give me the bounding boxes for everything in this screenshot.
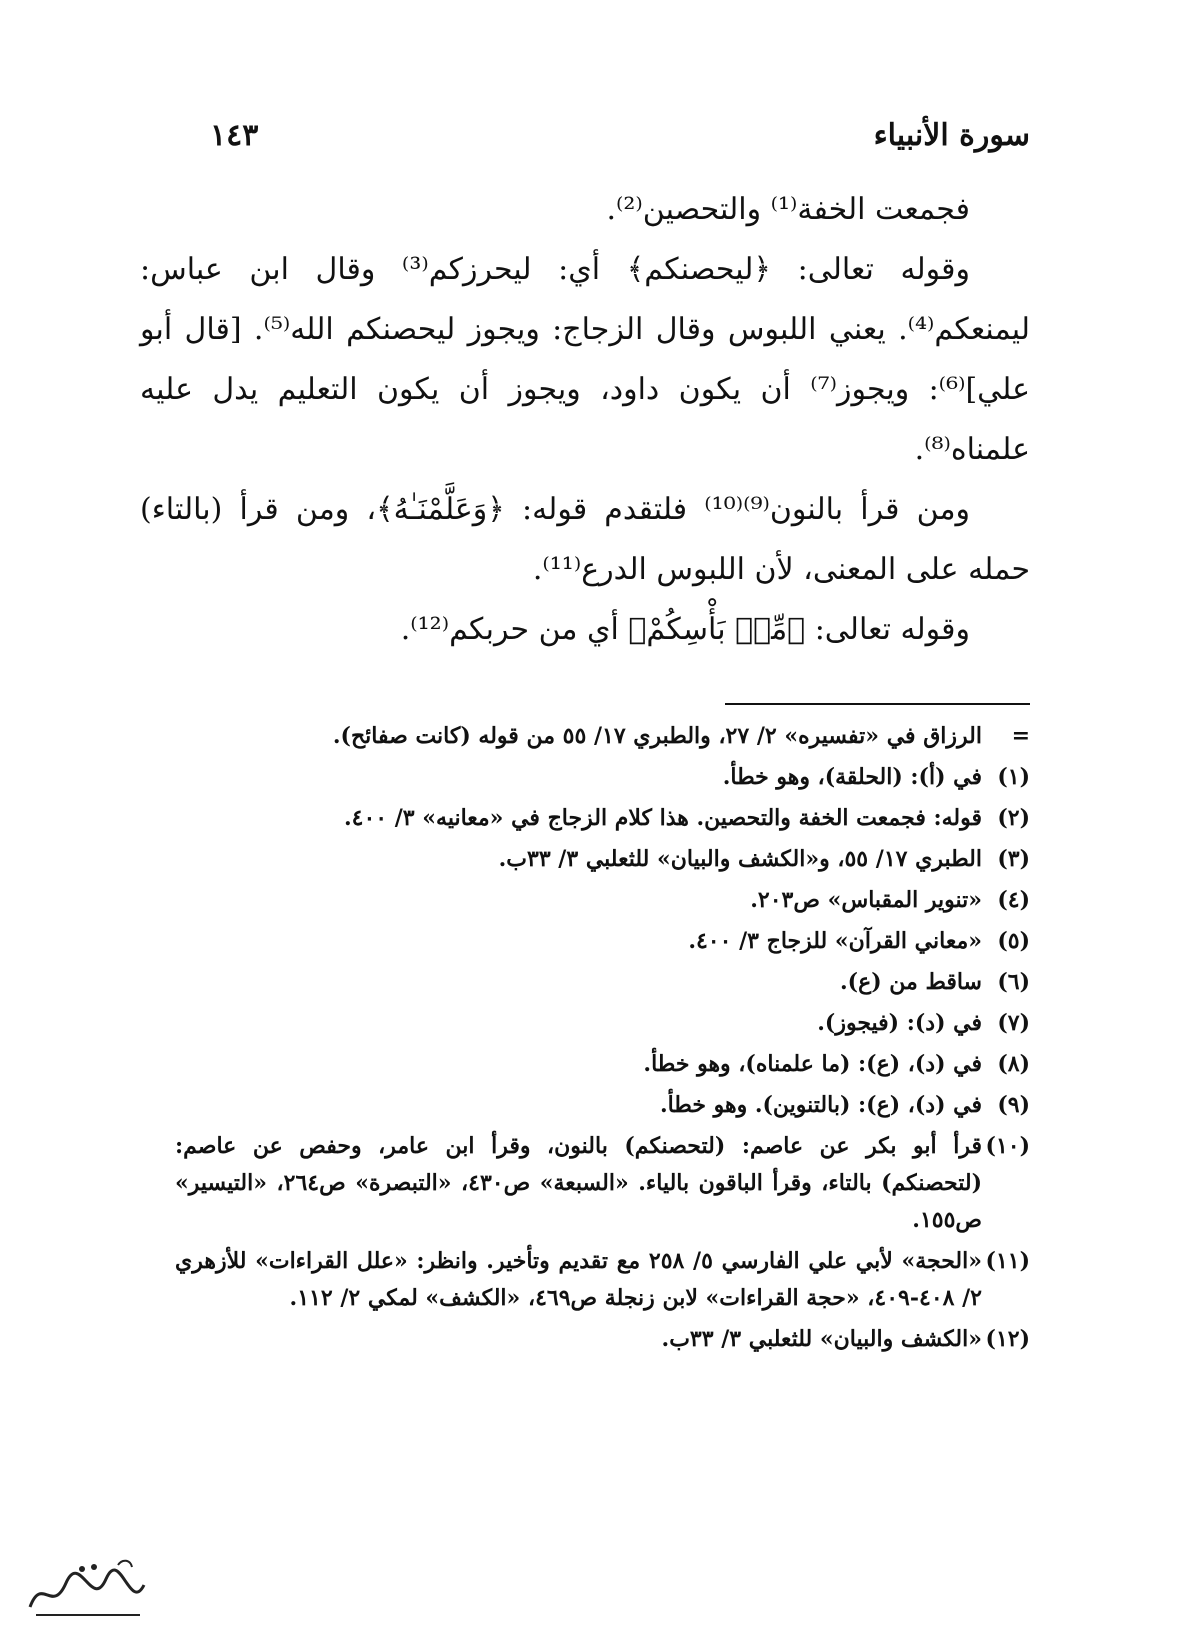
footnote-text: «الكشف والبيان» للثعلبي ٣/ ٣٣ب.: [661, 1326, 982, 1352]
watermark-logo-icon: [22, 1555, 150, 1625]
footnote-marker: (٨): [997, 1051, 1030, 1077]
footnotes: [175, 718, 1030, 1362]
footnote-text: «معاني القرآن» للزجاج ٣/ ٤٠٠.: [688, 928, 982, 954]
footnote-4: [175, 882, 1030, 919]
footnote-text: في (د)، (ع): (بالتنوين). وهو خطأ.: [659, 1092, 982, 1118]
footnote-text: «الحجة» لأبي علي الفارسي ٥/ ٢٥٨ مع تقديم وتأخير. وانظر: «علل القراءات» للأزهري ٢/ ٤٠٨-٤٠٩، «حجة القراءات» لابن زنجلة ص٤٦٩، «الكشف» لمكي ٢/ ١١٢.: [175, 1248, 982, 1311]
paragraph-4: وقوله تعالى: ﴿مِّنۢ بَأْسِكُمْ﴾ أي من حربكم⁽¹²⁾.: [400, 612, 970, 647]
footnote-marker: =: [1011, 723, 1030, 749]
footnote-marker: (٦): [997, 969, 1030, 995]
footnote-text: «تنوير المقباس» ص٢٠٣.: [750, 887, 982, 913]
footnote-7: [175, 1005, 1030, 1042]
footnote-marker: (١٠): [985, 1133, 1030, 1159]
footnote-text: الرزاق في «تفسيره» ٢/ ٢٧، والطبري ١٧/ ٥٥ من قوله (كانت صفائح).: [332, 723, 982, 749]
footnote-text: ساقط من (ع).: [840, 969, 982, 995]
footnote-3: [175, 841, 1030, 878]
paragraph-1: فجمعت الخفة⁽¹⁾ والتحصين⁽²⁾.: [606, 192, 970, 227]
footnote-11: [175, 1243, 1030, 1317]
surah-title: سورة الأنبياء: [873, 118, 1030, 153]
footnote-marker: (٩): [997, 1092, 1030, 1118]
paragraph-3: ومن قرأ بالنون⁽⁹⁾⁽¹⁰⁾ فلتقدم قوله: ﴿وَعَلَّمْنَـٰهُ﴾، ومن قرأ (بالتاء) حمله على المعنى، لأن اللبوس الدرع⁽¹¹⁾.: [140, 492, 1030, 587]
footnote-marker: (٤): [997, 887, 1030, 913]
footnote-text: في (د): (فيجوز).: [817, 1010, 982, 1036]
footnote-12: [175, 1321, 1030, 1358]
footnote-text: قرأ أبو بكر عن عاصم: (لتحصنكم) بالنون، وقرأ ابن عامر، وحفص عن عاصم: (لتحصنكم) بالتاء، وقرأ الباقون بالياء. «السبعة» ص٤٣٠، «التبصرة» ص٢٦٤، «التيسير» ص١٥٥.: [175, 1133, 982, 1233]
footnote-2: [175, 800, 1030, 837]
footnote-marker: (٧): [997, 1010, 1030, 1036]
footnote-8: [175, 1046, 1030, 1083]
footnote-1: [175, 759, 1030, 796]
paragraph-2: وقوله تعالى: ﴿ليحصنكم﴾ أي: ليحرزكم⁽³⁾ وقال ابن عباس: ليمنعكم⁽⁴⁾. يعني اللبوس وقال الزجاج: ويجوز ليحصنكم الله⁽⁵⁾. [قال أبو علي]⁽⁶⁾: ويجوز⁽⁷⁾ أن يكون داود، ويجوز أن يكون التعليم يدل عليه علمناه⁽⁸⁾.: [140, 252, 1031, 467]
footnote-marker: (٢): [997, 805, 1030, 831]
footnote-continuation: [175, 718, 1030, 755]
main-text: [140, 180, 1030, 660]
footnote-text: الطبري ١٧/ ٥٥، و«الكشف والبيان» للثعلبي ٣/ ٣٣ب.: [498, 846, 982, 872]
footnote-text: في (أ): (الحلقة)، وهو خطأ.: [722, 764, 982, 790]
page-header: [140, 118, 1030, 168]
footnote-separator: [725, 703, 1030, 705]
footnote-text: قوله: فجمعت الخفة والتحصين. هذا كلام الزجاج في «معانيه» ٣/ ٤٠٠.: [343, 805, 982, 831]
footnote-marker: (٣): [997, 846, 1030, 872]
footnote-10: [175, 1128, 1030, 1239]
footnote-5: [175, 923, 1030, 960]
footnote-marker: (١١): [985, 1248, 1030, 1274]
footnote-9: [175, 1087, 1030, 1124]
footnote-text: في (د)، (ع): (ما علمناه)، وهو خطأ.: [643, 1051, 982, 1077]
footnote-6: [175, 964, 1030, 1001]
footnote-marker: (٥): [997, 928, 1030, 954]
page-number: ١٤٣: [210, 118, 259, 153]
footnote-marker: (١): [997, 764, 1030, 790]
footnote-marker: (١٢): [985, 1326, 1030, 1352]
